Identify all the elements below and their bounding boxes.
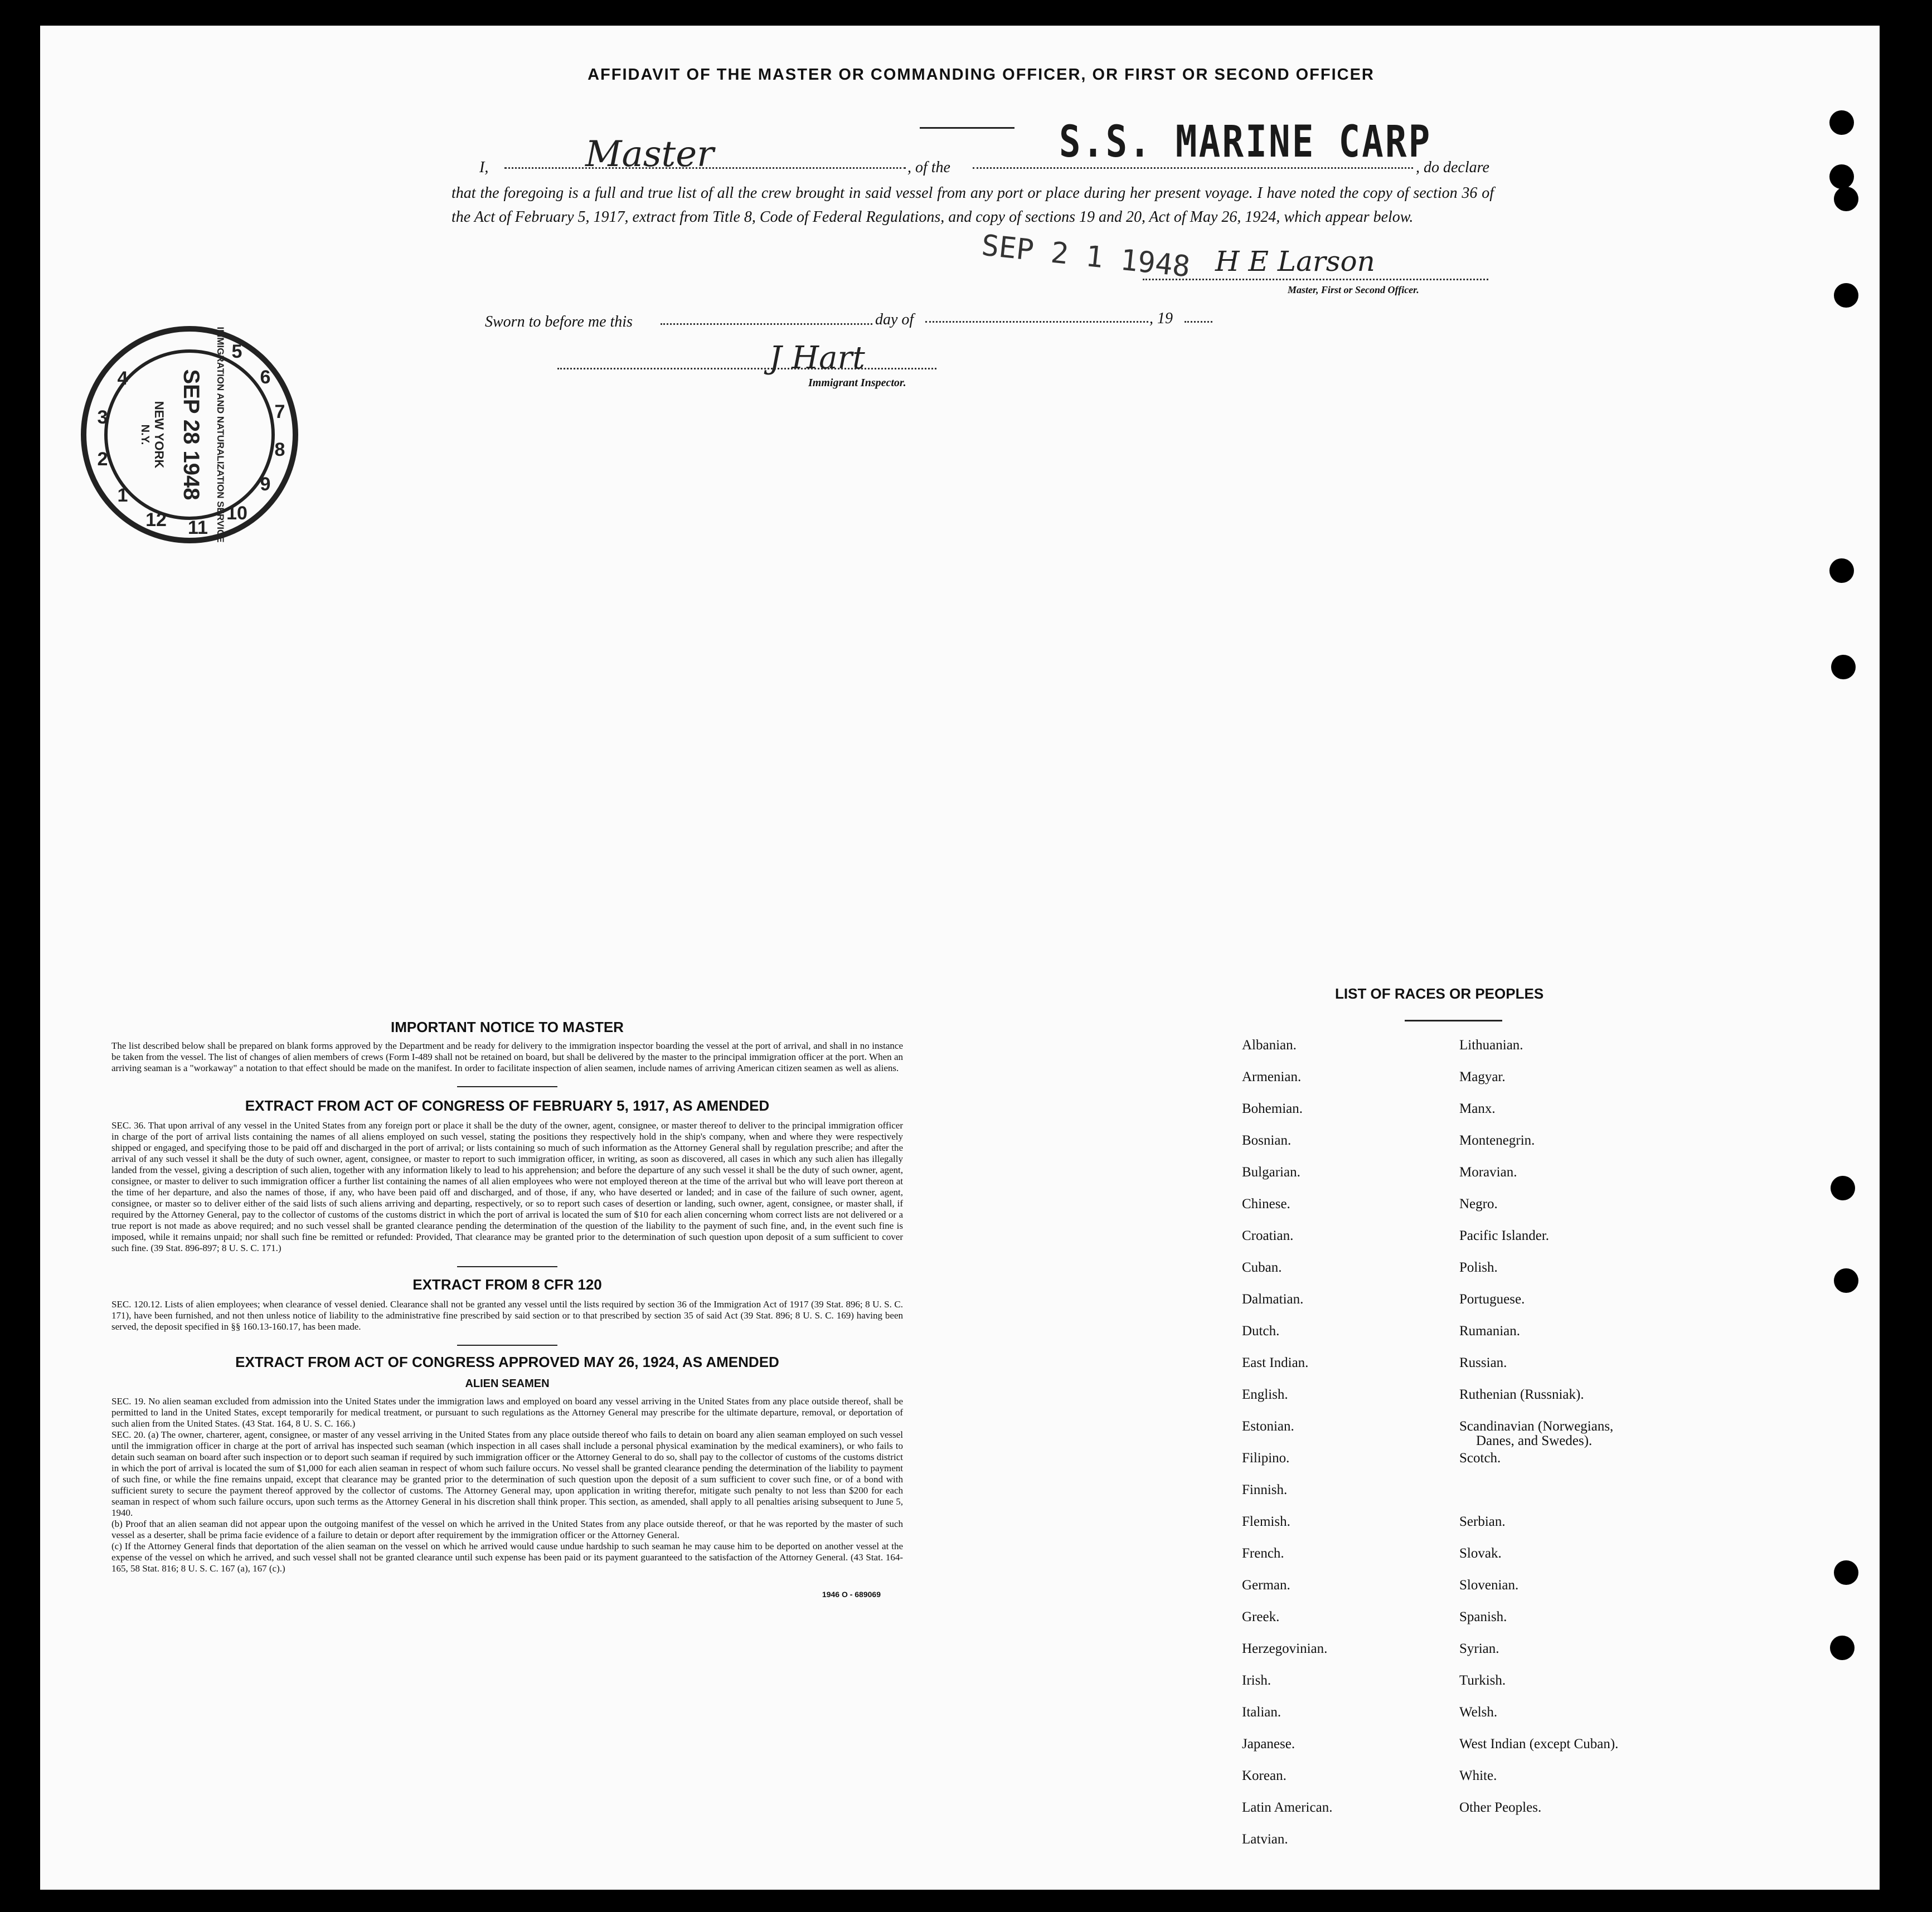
binder-hole-5	[1829, 558, 1854, 583]
divider	[457, 1086, 557, 1087]
race-item: Slovenian.	[1459, 1578, 1519, 1593]
divider	[457, 1345, 557, 1346]
races-title: LIST OF RACES OR PEOPLES	[1335, 985, 1544, 1002]
sworn-year-label: , 19	[1149, 310, 1173, 327]
race-item: Portuguese.	[1459, 1292, 1525, 1307]
race-item: Rumanian.	[1459, 1324, 1521, 1339]
race-item: English.	[1242, 1387, 1288, 1402]
race-item: West Indian (except Cuban).	[1459, 1736, 1619, 1752]
binder-hole-4	[1834, 283, 1858, 308]
race-item: Bosnian.	[1242, 1133, 1292, 1148]
race-item: Japanese.	[1242, 1736, 1295, 1752]
race-item: Moravian.	[1459, 1165, 1517, 1180]
binder-hole-10	[1830, 1636, 1855, 1660]
notice-section	[111, 1019, 903, 1599]
race-item: Other Peoples.	[1459, 1800, 1542, 1815]
race-item: Finnish.	[1242, 1482, 1288, 1497]
extract3-subtitle: ALIEN SEAMEN	[465, 1378, 550, 1390]
race-item: Scandinavian (Norwegians,	[1459, 1419, 1614, 1434]
binder-hole-3	[1834, 187, 1858, 211]
svg-text:7: 7	[274, 401, 285, 422]
races-title-rule	[1405, 1020, 1502, 1021]
race-item: White.	[1459, 1768, 1497, 1783]
svg-text:10: 10	[226, 503, 247, 524]
svg-text:11: 11	[188, 517, 208, 538]
binder-hole-7	[1831, 1176, 1855, 1200]
divider	[457, 1266, 557, 1267]
master-signature: H E Larson	[1215, 245, 1375, 278]
race-item: Croatian.	[1242, 1228, 1294, 1243]
stamp-state: N.Y.	[139, 424, 151, 445]
race-item: Welsh.	[1459, 1705, 1498, 1720]
binder-hole-9	[1834, 1560, 1858, 1585]
race-item: Magyar.	[1459, 1069, 1506, 1084]
date-received-stamp: SEP 2 1 1948	[979, 228, 1192, 284]
extract3-sec19: SEC. 19. No alien seaman excluded from admission into the United States under the immigration laws and employed on board any vessel arriving in the United States from any place outside thereof, shall be permitted to land in the United States, except temporarily for medical treatment, or pursuant to such regulations as the Attorney General may prescribe for the ultimate departure, removal, or deportation of such alien from the United States. (43 Stat. 164, 8 U. S. C. 166.)	[111, 1396, 903, 1429]
extract1-text: SEC. 36. That upon arrival of any vessel in the United States from any foreign port or place it shall be the duty of the owner, agent, consignee, or master thereof to deliver to the principal immigration officer in charge of the port of arrival lists containing the names of all aliens employed on such vessel, stating the positions they respectively hold in the ship's company, when and where they were respectively shipped or engaged, and specifying those to be paid off and discharged in the port of arrival; or lists containing so much of such information as the Attorney General shall by regulation prescribe; and after the arrival of any such vessel it shall be the duty of such owner, agent, consignee, or master to report to such immigration officer, in writing, as soon as discovered, all cases in which any such alien has illegally landed from the vessel, giving a description of such alien, together with any information likely to lead to his apprehension; and before the departure of any such vessel it shall be the duty of such owner, agent, consignee, or master to deliver to such immigration officer a further list containing the names of all alien employees who were not employed thereon at the time of the arrival but who will leave port thereon at the time of her departure, and also the names of those, if any, who have been paid off and discharged, and of those, if any, who have deserted or landed; and in case of the failure of such owner, agent, consignee, or master so to deliver either of the said lists of such aliens arriving and departing, respectively, or so to report such cases of desertion or landing, such owner, agent, consignee, or master shall, if required by the Attorney General, pay to the collector of customs of the customs district in which the port of arrival is located the sum of $10 for each alien concerning whom correct lists are not delivered or a true report is not made as above required; and no such vessel shall be granted clearance pending the determination of the question of the liability to the payment of such fine, and, in the event such fine is imposed, while it remains unpaid; nor shall such fine be remitted or refunded: Provided, That clearance may be granted prior to the determination of such question upon deposit of a sum sufficient to cover such fine. (39 Stat. 896-897; 8 U. S. C. 171.)	[111, 1120, 903, 1253]
race-item: Latin American.	[1242, 1800, 1333, 1815]
race-item: Russian.	[1459, 1355, 1507, 1370]
race-item: Cuban.	[1242, 1260, 1282, 1275]
race-item: Chinese.	[1242, 1196, 1290, 1212]
affidavit-title: AFFIDAVIT OF THE MASTER OR COMMANDING OFFICER, OR FIRST OR SECOND OFFICER	[588, 66, 1375, 84]
race-item: German.	[1242, 1578, 1290, 1593]
binder-hole-8	[1834, 1268, 1858, 1293]
race-item: Syrian.	[1459, 1641, 1499, 1656]
binder-hole-6	[1831, 655, 1856, 679]
sworn-year-line	[1185, 321, 1212, 323]
race-item: French.	[1242, 1546, 1284, 1561]
svg-text:9: 9	[260, 474, 271, 495]
inspector-signature-line	[557, 368, 936, 369]
immigration-round-stamp	[78, 323, 301, 546]
race-item: Lithuanian.	[1459, 1038, 1523, 1053]
race-item: Korean.	[1242, 1768, 1287, 1783]
race-item: Latvian.	[1242, 1832, 1288, 1847]
race-item: Ruthenian (Russniak).	[1459, 1387, 1584, 1402]
race-item: Manx.	[1459, 1101, 1496, 1116]
race-item: Montenegrin.	[1459, 1133, 1535, 1148]
stamp-date: SEP 28 1948	[179, 369, 203, 500]
extract2-text: SEC. 120.12. Lists of alien employees; when clearance of vessel denied. Clearance shall not be granted any vessel until the lists required by section 36 of the Immigration Act of 1917 (39 Stat. 896; 8 U. S. C. 171), have been furnished, and not then unless notice of liability to the administrative fine prescribed by said section or to that prescribed by section 35 of said Act (39 Stat. 896; 8 U. S. C. 169) having been served, the deposit specified in §§ 160.13-160.17, has been made.	[111, 1299, 903, 1332]
race-item: Slovak.	[1459, 1546, 1502, 1561]
sworn-date-line	[661, 323, 872, 325]
extract1-title: EXTRACT FROM ACT OF CONGRESS OF FEBRUARY 5, 1917, AS AMENDED	[245, 1097, 770, 1114]
notice-title: IMPORTANT NOTICE TO MASTER	[391, 1019, 624, 1035]
sworn-prefix: Sworn to before me this	[485, 313, 633, 330]
race-item: Turkish.	[1459, 1673, 1506, 1688]
race-item: Dutch.	[1242, 1324, 1280, 1339]
race-item: Albanian.	[1242, 1038, 1297, 1053]
inspector-signature: J Hart	[769, 340, 865, 376]
svg-text:5: 5	[231, 341, 242, 362]
race-item: Greek.	[1242, 1609, 1280, 1624]
race-item: Herzegovinian.	[1242, 1641, 1328, 1656]
sworn-month-line	[925, 321, 1148, 323]
declare-suffix: , do declare	[1416, 159, 1489, 176]
race-item: Danes, and Swedes).	[1476, 1433, 1593, 1448]
inspector-caption: Immigrant Inspector.	[808, 377, 906, 389]
stamp-city: NEW YORK	[152, 401, 166, 469]
sworn-day-label: day of	[875, 311, 914, 328]
affidavit-body: that the foregoing is a full and true list of all the crew brought in said vessel from any port or place during her present voyage. I have noted the copy of section 36 of the Act of February 5, 1917, extract from Title 8, Code of Federal Regulations, and copy of sections 19 and 20, Act of May 26, 1924, which appear below.	[452, 184, 1494, 226]
race-item: Pacific Islander.	[1459, 1228, 1550, 1243]
ship-name-stamp: S.S. MARINE CARP	[1059, 117, 1432, 167]
svg-text:4: 4	[117, 368, 128, 389]
binder-hole-2	[1829, 164, 1854, 189]
race-item: Bulgarian.	[1242, 1165, 1300, 1180]
race-item: Italian.	[1242, 1705, 1281, 1720]
vessel-prefix: , of the	[907, 159, 950, 176]
svg-text:6: 6	[260, 367, 271, 388]
declarant-handwriting: Master	[585, 134, 714, 175]
extract3-title: EXTRACT FROM ACT OF CONGRESS APPROVED MAY 26, 1924, AS AMENDED	[235, 1354, 779, 1370]
race-item: Polish.	[1459, 1260, 1498, 1275]
extract3-sec20b: (b) Proof that an alien seaman did not appear upon the outgoing manifest of the vessel on which he arrived in the United States from any place outside thereof, or that he was reported by the master of such vessel as a deserter, shall be prima facie evidence of a failure to detain or deport after requirement by the immigration officer or the Attorney General.	[111, 1519, 903, 1540]
race-item: Scotch.	[1459, 1451, 1501, 1466]
notice-text: The list described below shall be prepared on blank forms approved by the Department and be ready for delivery to the immigration inspector boarding the vessel at the port of arrival, and shall in no instance be taken from the vessel. The list of changes of alien members of crews (Form I-489 shall not be retained on board, but shall be delivered by the master to the principal immigration officer at the port. When an arriving seaman is a "workaway" a notation to that effect should be made on the manifest. In order to facilitate inspection of alien seamen, include names of arriving American citizen seamen as well as aliens.	[111, 1040, 903, 1073]
svg-text:3: 3	[97, 407, 108, 428]
race-item: Filipino.	[1242, 1451, 1290, 1466]
race-item: Irish.	[1242, 1673, 1271, 1688]
binder-hole-1	[1829, 110, 1854, 135]
svg-text:2: 2	[97, 449, 108, 470]
stamp-agency: IMMIGRATION AND NATURALIZATION SERVICE	[215, 327, 226, 543]
svg-text:1: 1	[117, 485, 128, 506]
race-item: East Indian.	[1242, 1355, 1309, 1370]
master-signature-line	[1143, 279, 1488, 280]
race-item: Flemish.	[1242, 1514, 1290, 1529]
declarant-prefix: I,	[479, 159, 489, 176]
extract3-sec20c: (c) If the Attorney General finds that deportation of the alien seaman on the vessel on which he arrived would cause undue hardship to such seaman he may cause him to be deported on another vessel at the expense of the vessel on which he arrived, and such vessel shall not be granted clearance until such expense has been paid or its payment guaranteed to the satisfaction of the Attorney General. (43 Stat. 164-165, 58 Stat. 816; 8 U. S. C. 167 (a), 167 (c).)	[111, 1541, 903, 1574]
print-code: 1946 O - 689069	[822, 1590, 881, 1599]
race-item: Serbian.	[1459, 1514, 1506, 1529]
race-item: Bohemian.	[1242, 1101, 1303, 1116]
svg-text:8: 8	[274, 439, 285, 460]
master-caption: Master, First or Second Officer.	[1288, 284, 1419, 295]
extract2-title: EXTRACT FROM 8 CFR 120	[412, 1276, 602, 1293]
race-item: Armenian.	[1242, 1069, 1302, 1084]
title-rule	[920, 127, 1014, 129]
race-item: Estonian.	[1242, 1419, 1294, 1434]
race-item: Negro.	[1459, 1196, 1498, 1212]
svg-text:12: 12	[145, 509, 167, 531]
race-item: Dalmatian.	[1242, 1292, 1304, 1307]
extract3-sec20a: SEC. 20. (a) The owner, charterer, agent, consignee, or master of any vessel arriving in the United States from any place outside thereof who fails to detain on board any alien seaman employed on such vessel until the immigration officer in charge at the port of arrival has inspected such seaman (which inspection in all cases shall include a personal physical examination by the medical examiners), or who fails to detain such seaman on board after such inspection or to deport such seaman if required by such immigration officer or the Attorney General to do so, shall pay to the collector of customs of the customs district in which the port of arrival is located the sum of $1,000 for each alien seaman in respect of whom such failure occurs. No vessel shall be granted clearance pending the determination of the liability to payment of such fine, or while the fine remains unpaid, except that clearance may be granted prior to the determination of such question upon the deposit of a sum sufficient to cover such fine, or of a bond with sufficient surety to secure the payment thereof approved by the collector of customs. The Attorney General may, upon application in writing therefor, mitigate such penalty to not less than $200 for each seaman in respect of whom such failure occurs, upon such terms as the Attorney General in his discretion shall think proper. This section, as amended, shall apply to all penalties arising subsequent to June 5, 1940.	[111, 1429, 903, 1518]
race-item: Spanish.	[1459, 1609, 1507, 1624]
vessel-line	[973, 167, 1413, 169]
document-page	[40, 26, 1880, 1890]
